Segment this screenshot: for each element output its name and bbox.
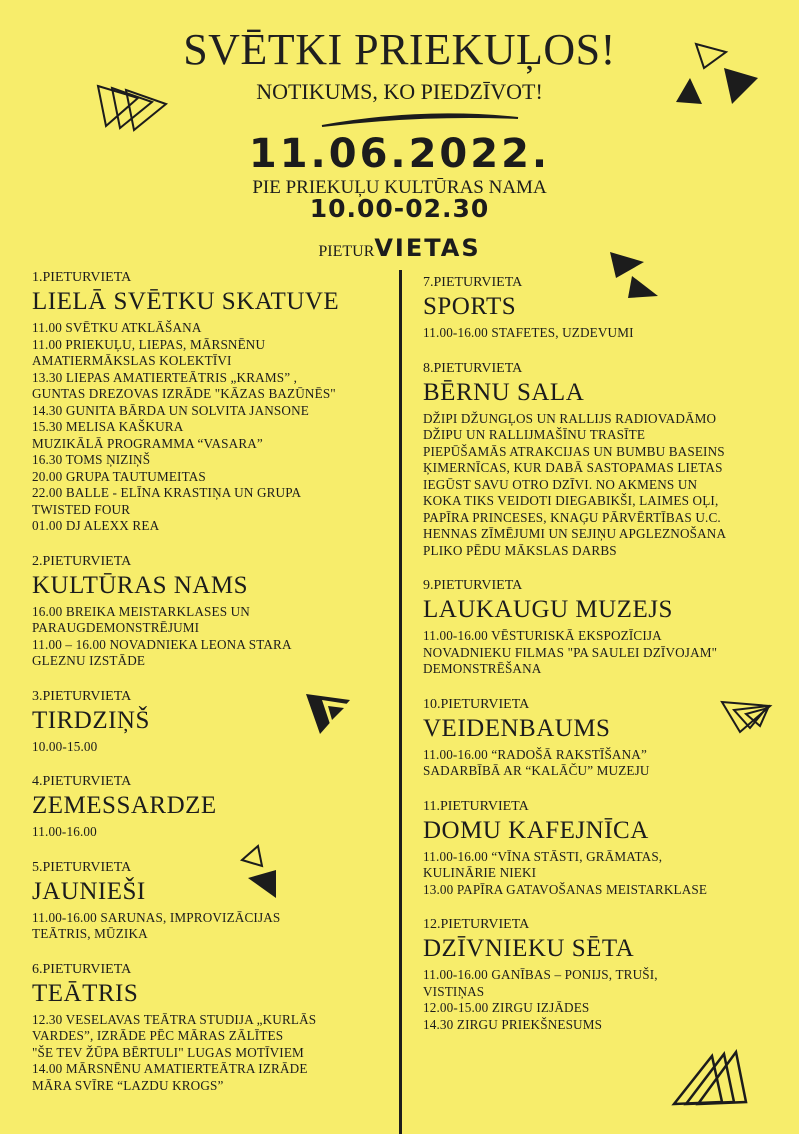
program-line: TWISTED FOUR (32, 501, 131, 517)
program-line: KOKA TIKS VEIDOTI DIEGABIKŠI, LAIMES OĻI, (423, 493, 719, 508)
program-line: PARAUGDEMONSTRĒJUMI (32, 620, 200, 635)
program-line: 14.30 GUNITA BĀRDA UN SOLVITA JANSONE (32, 402, 309, 418)
program-line: PLIKO PĒDU MĀKSLAS DARBS (423, 542, 617, 558)
right-column (423, 275, 783, 1052)
program-line: 10.00-15.00 (32, 738, 98, 754)
stop-number-label: 5.PIETURVIETA (32, 859, 132, 875)
program-line: PAPĪRA PRINCESES, KNAĢU PĀRVĒRTĪBAS U.C. (423, 509, 721, 525)
program-line: MUZIKĀLĀ PROGRAMMA “VASARA” (32, 435, 263, 451)
event-date: 11.06.2022. (248, 131, 551, 177)
program-line: SADARBĪBĀ AR “KALĀČU” MUZEJU (423, 763, 650, 778)
program-line: HENNAS ZĪMĒJUMI UN SEJIŅU APGLEZNOŠANA (423, 526, 727, 541)
program-line: MĀRA SVĪRE “LAZDU KROGS” (32, 1077, 224, 1093)
program-line: 14.00 MĀRSNĒNU AMATIERTEĀTRA IZRĀDE (32, 1061, 308, 1076)
program-line: IEGŪST SAVU OTRO DZĪVI. NO AKMENS UN (423, 476, 698, 492)
program-line: VISTIŅAS (423, 983, 485, 999)
event-time: 10.00-02.30 (309, 194, 490, 223)
program-line: VARDES”, IZRĀDE PĒC MĀRAS ZĀLĪTES (32, 1028, 284, 1043)
program-line: 13.30 LIEPAS AMATIERTEĀTRIS „KRAMS” , (32, 369, 298, 385)
program-line: 13.00 PAPĪRA GATAVOŠANAS MEISTARKLASE (423, 881, 708, 897)
corner-triangles-icon (676, 38, 766, 110)
program-line: 12.30 VESELAVAS TEĀTRA STUDIJA „KURLĀS (32, 1011, 317, 1027)
stops-heading (0, 234, 799, 262)
stop-number-label: 9.PIETURVIETA (423, 578, 523, 593)
stop-section (423, 799, 783, 899)
stop-number-label: 7.PIETURVIETA (423, 275, 523, 290)
program-line: 20.00 GRUPA TAUTUMEITAS (32, 468, 206, 484)
stop-number-label: 12.PIETURVIETA (423, 917, 530, 932)
stop-name: TIRDZIŅŠ (32, 706, 150, 734)
program-line: GLEZNU IZSTĀDE (32, 653, 146, 668)
stop-name: ZEMESSARDZE (32, 792, 217, 819)
stop-name: KULTŪRAS NAMS (32, 571, 249, 599)
stop-section (423, 361, 783, 560)
stop-number-label: 2.PIETURVIETA (32, 553, 132, 569)
stop-section (32, 270, 392, 535)
stop-name: SPORTS (423, 293, 517, 320)
program-line: 16.30 TOMS ŅIZIŅŠ (32, 452, 151, 467)
stop-section (32, 962, 392, 1095)
stop-name: LIELĀ SVĒTKU SKATUVE (32, 288, 340, 315)
program-line: 11.00-16.00 (32, 824, 97, 839)
stop-number-label: 4.PIETURVIETA (32, 774, 132, 789)
outline-triangle-cluster-icon (720, 696, 776, 736)
triangle-pair-icon (300, 690, 360, 738)
program-line: 12.00-15.00 ZIRGU IZJĀDES (423, 1000, 590, 1015)
stop-section (32, 860, 392, 943)
stops-heading-prefix: PIETUR (318, 243, 375, 260)
poster-subtitle: NOTIKUMS, KO PIEDZĪVOT! (256, 79, 543, 104)
program-line: PIEPŪŠAMĀS ATRAKCIJAS UN BUMBU BASEINS (423, 443, 725, 459)
program-line: 11.00-16.00 STAFETES, UZDEVUMI (423, 325, 634, 340)
program-line: 15.30 MELISA KAŠKURA (32, 419, 184, 434)
stops-heading-word: VIETAS (374, 234, 481, 262)
stop-section (423, 917, 783, 1033)
program-line: TEĀTRIS, MŪZIKA (32, 926, 148, 941)
stop-name: LAUKAUGU MUZEJS (423, 596, 673, 623)
stop-number-label: 6.PIETURVIETA (32, 961, 132, 977)
stop-section (423, 578, 783, 678)
program-line: 22.00 BALLE - ELĪNA KRASTIŅA UN GRUPA (32, 485, 302, 500)
stop-number-label: 1.PIETURVIETA (32, 270, 132, 285)
program-line: 14.30 ZIRGU PRIEKŠNESUMS (423, 1016, 603, 1032)
program-line: 16.00 BREIKA MEISTARKLASES UN (32, 603, 250, 619)
swoosh-underline (320, 110, 520, 130)
program-line: 11.00-16.00 “VĪNA STĀSTI, GRĀMATAS, (423, 848, 663, 864)
program-line: NOVADNIEKU FILMAS "PA SAULEI DZĪVOJAM" (423, 644, 718, 660)
program-line: ĶIMERNĪCAS, KUR DABĀ SASTOPAMAS LIETAS (423, 460, 723, 475)
stacked-triangles-icon (672, 1048, 754, 1108)
program-line: 11.00-16.00 GANĪBAS – PONIJS, TRUŠI, (423, 967, 658, 982)
program-line: DŽIPI DŽUNGĻOS UN RALLIJS RADIOVADĀMO (423, 410, 717, 426)
program-line: DEMONSTRĒŠANA (423, 661, 542, 676)
stop-number-label: 3.PIETURVIETA (32, 688, 132, 704)
stop-section (32, 774, 392, 841)
stop-section (32, 554, 392, 670)
column-divider (399, 270, 402, 1134)
program-line: 11.00-16.00 “RADOŠĀ RAKSTĪŠANA” (423, 746, 647, 762)
program-line: 11.00 SVĒTKU ATKLĀŠANA (32, 320, 202, 335)
stop-number-label: 11.PIETURVIETA (423, 798, 529, 814)
stop-name: JAUNIEŠI (32, 877, 146, 905)
program-line: 11.00-16.00 VĒSTURISKĀ EKSPOZĪCIJA (423, 628, 662, 643)
stop-name: BĒRNU SALA (423, 378, 585, 406)
small-triangles-icon (236, 842, 286, 902)
program-line: 11.00 PRIEKUĻU, LIEPAS, MĀRSNĒNU (32, 336, 266, 352)
outline-triangles-icon (94, 74, 174, 134)
program-line: 11.00 – 16.00 NOVADNIEKA LEONA STARA (32, 636, 292, 652)
stop-name: VEIDENBAUMS (423, 714, 611, 742)
program-line: GUNTAS DREZOVAS IZRĀDE "KĀZAS BAZŪNĒS" (32, 386, 336, 401)
program-line: AMATIERMĀKSLAS KOLEKTĪVI (32, 353, 232, 368)
stop-number-label: 10.PIETURVIETA (423, 696, 530, 712)
stop-section (423, 275, 783, 342)
solid-triangles-icon (606, 244, 666, 300)
poster-title: SVĒTKI PRIEKUĻOS! (183, 25, 616, 74)
stop-name: DZĪVNIEKU SĒTA (423, 935, 635, 962)
program-line: DŽIPU UN RALLIJMAŠĪNU TRASĪTE (423, 427, 646, 442)
event-location: PIE PRIEKUĻU KULTŪRAS NAMA (252, 177, 547, 198)
program-line: "ŠE TEV ŽŪPA BĒRTULI" LUGAS MOTĪVIEM (32, 1044, 304, 1060)
stop-name: DOMU KAFEJNĪCA (423, 816, 649, 844)
program-line: KULINĀRIE NIEKI (423, 865, 537, 880)
program-line: 11.00-16.00 SARUNAS, IMPROVIZĀCIJAS (32, 909, 281, 925)
stop-name: TEĀTRIS (32, 979, 139, 1007)
stop-number-label: 8.PIETURVIETA (423, 360, 523, 376)
program-line: 01.00 DJ ALEXX REA (32, 518, 160, 533)
